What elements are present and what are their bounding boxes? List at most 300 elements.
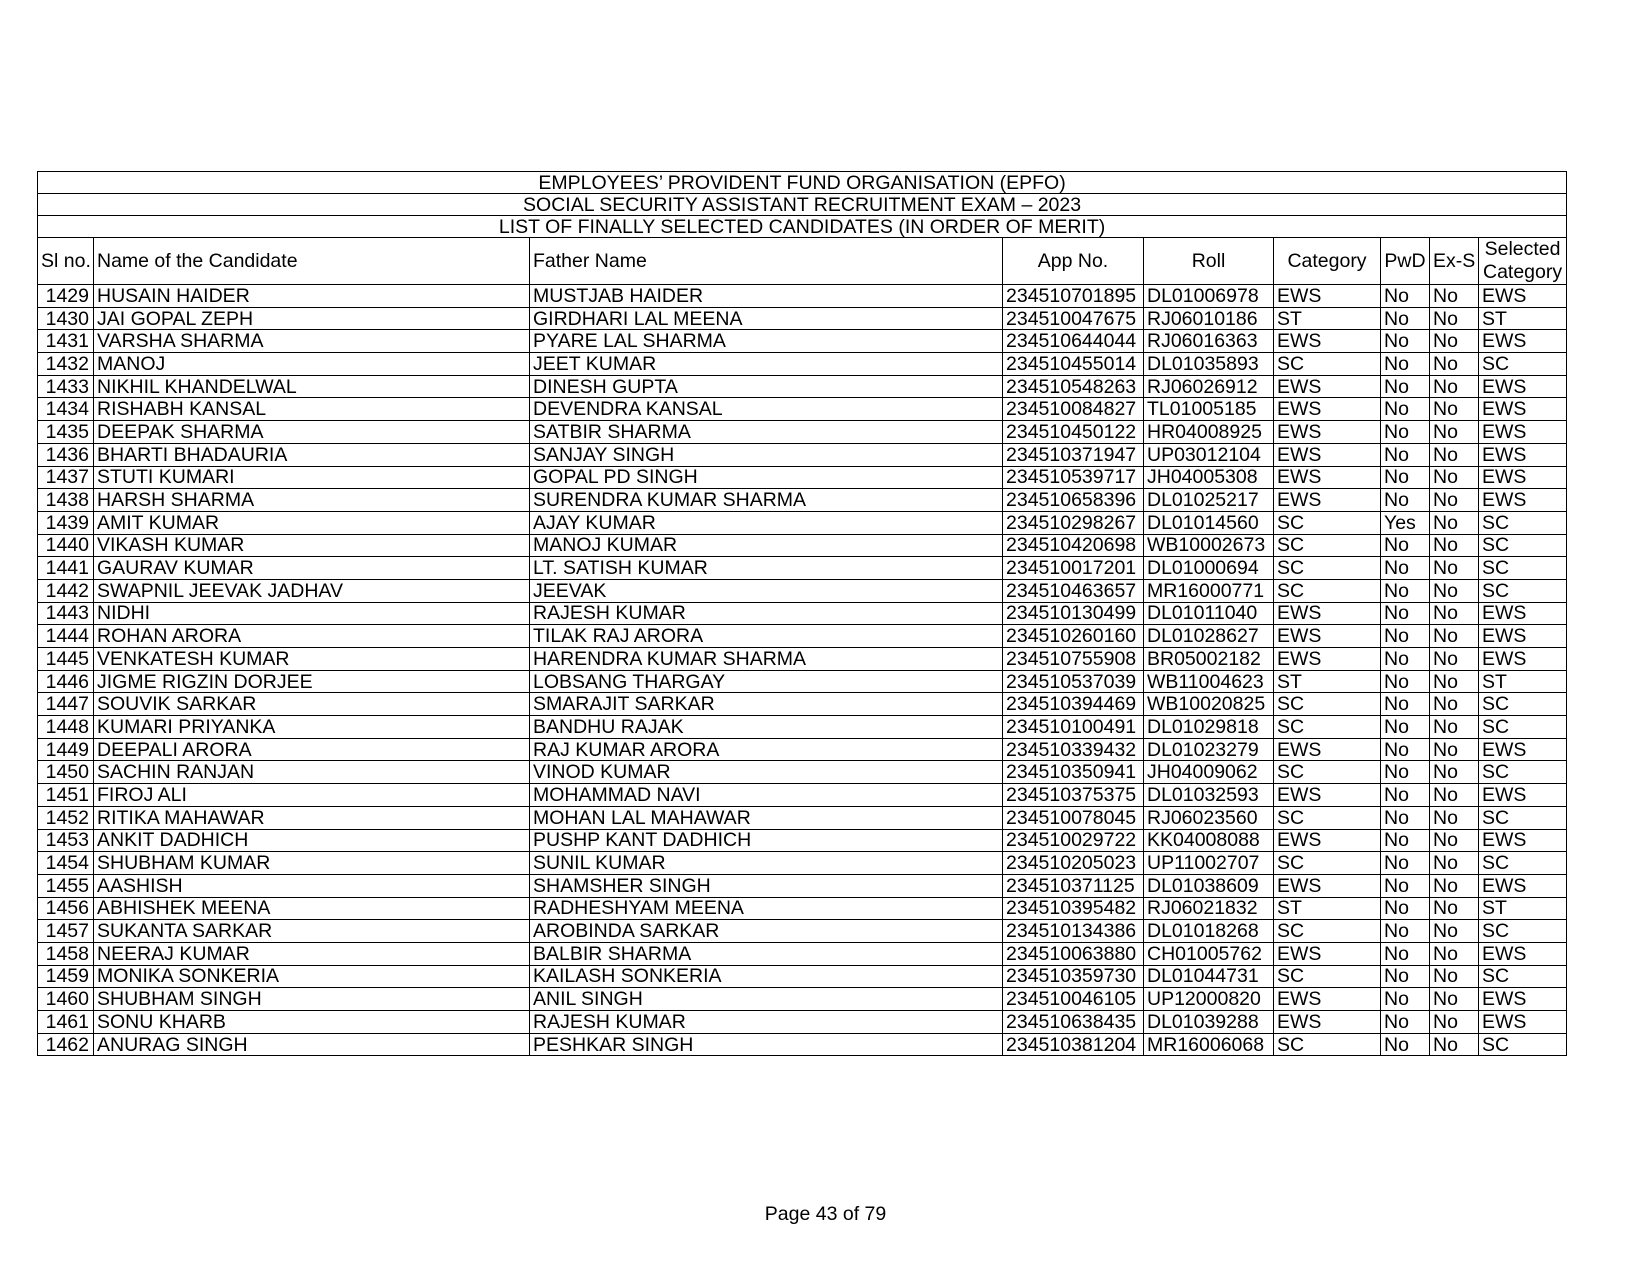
pwd-status-cell: No [1381,920,1430,943]
candidate-name-cell: HARSH SHARMA [94,489,530,512]
roll-number-cell: RJ06021832 [1144,897,1274,920]
selected-category-cell: EWS [1479,285,1567,308]
table-row [38,693,1567,716]
serial-number-cell: 1441 [38,557,94,580]
ex-servicemen-status-cell: No [1430,761,1479,784]
app-number-cell: 234510134386 [1003,920,1144,943]
candidate-name-cell: MONIKA SONKERIA [94,965,530,988]
table-row [38,874,1567,897]
father-name-cell: RAJ KUMAR ARORA [530,738,1003,761]
app-number-cell: 234510339432 [1003,738,1144,761]
serial-number-cell: 1453 [38,829,94,852]
app-number-cell: 234510548263 [1003,375,1144,398]
ex-servicemen-status-cell: No [1430,307,1479,330]
pwd-status-cell: No [1381,307,1430,330]
selected-category-cell: EWS [1479,829,1567,852]
pwd-status-cell: No [1381,806,1430,829]
roll-number-cell: MR16006068 [1144,1033,1274,1056]
selected-category-cell: SC [1479,1033,1567,1056]
col-header-father-name: Father Name [530,238,1003,285]
pwd-status-cell: No [1381,285,1430,308]
serial-number-cell: 1442 [38,579,94,602]
app-number-cell: 234510755908 [1003,648,1144,671]
candidate-name-cell: ANURAG SINGH [94,1033,530,1056]
ex-servicemen-status-cell: No [1430,421,1479,444]
father-name-cell: VINOD KUMAR [530,761,1003,784]
category-cell: EWS [1274,330,1381,353]
app-number-cell: 234510420698 [1003,534,1144,557]
table-row [38,353,1567,376]
pwd-status-cell: No [1381,829,1430,852]
table-row [38,625,1567,648]
ex-servicemen-status-cell: No [1430,897,1479,920]
roll-number-cell: TL01005185 [1144,398,1274,421]
serial-number-cell: 1448 [38,716,94,739]
ex-servicemen-status-cell: No [1430,285,1479,308]
ex-servicemen-status-cell: No [1430,852,1479,875]
serial-number-cell: 1431 [38,330,94,353]
pwd-status-cell: No [1381,761,1430,784]
page-number: Page 43 of 79 [764,1203,887,1225]
pwd-status-cell: No [1381,489,1430,512]
app-number-cell: 234510539717 [1003,466,1144,489]
candidate-name-cell: ROHAN ARORA [94,625,530,648]
table-row [38,852,1567,875]
category-cell: SC [1274,852,1381,875]
table-row [38,602,1567,625]
selected-category-cell: EWS [1479,489,1567,512]
serial-number-cell: 1449 [38,738,94,761]
pwd-status-cell: No [1381,716,1430,739]
table-row [38,375,1567,398]
col-header-ex-s: Ex-S [1430,238,1479,285]
app-number-cell: 234510450122 [1003,421,1144,444]
roll-number-cell: WB10020825 [1144,693,1274,716]
candidate-name-cell: STUTI KUMARI [94,466,530,489]
ex-servicemen-status-cell: No [1430,829,1479,852]
category-cell: EWS [1274,988,1381,1011]
category-cell: SC [1274,511,1381,534]
roll-number-cell: DL01006978 [1144,285,1274,308]
selected-category-cell: SC [1479,852,1567,875]
selected-category-cell: SC [1479,693,1567,716]
selected-category-cell: EWS [1479,648,1567,671]
selected-category-cell: EWS [1479,738,1567,761]
pwd-status-cell: No [1381,579,1430,602]
category-cell: EWS [1274,602,1381,625]
father-name-cell: KAILASH SONKERIA [530,965,1003,988]
ex-servicemen-status-cell: No [1430,625,1479,648]
app-number-cell: 234510029722 [1003,829,1144,852]
selected-category-cell: SC [1479,579,1567,602]
category-cell: EWS [1274,829,1381,852]
app-number-cell: 234510463657 [1003,579,1144,602]
selected-category-cell: EWS [1479,988,1567,1011]
table-row [38,307,1567,330]
table-row [38,806,1567,829]
serial-number-cell: 1445 [38,648,94,671]
roll-number-cell: MR16000771 [1144,579,1274,602]
candidate-name-cell: AASHISH [94,874,530,897]
father-name-cell: SURENDRA KUMAR SHARMA [530,489,1003,512]
pwd-status-cell: No [1381,784,1430,807]
ex-servicemen-status-cell: No [1430,1033,1479,1056]
category-cell: EWS [1274,398,1381,421]
father-name-cell: MOHAMMAD NAVI [530,784,1003,807]
roll-number-cell: DL01018268 [1144,920,1274,943]
pwd-status-cell: No [1381,670,1430,693]
serial-number-cell: 1459 [38,965,94,988]
ex-servicemen-status-cell: No [1430,670,1479,693]
serial-number-cell: 1434 [38,398,94,421]
father-name-cell: PYARE LAL SHARMA [530,330,1003,353]
pwd-status-cell: No [1381,602,1430,625]
category-cell: SC [1274,579,1381,602]
app-number-cell: 234510205023 [1003,852,1144,875]
serial-number-cell: 1455 [38,874,94,897]
table-row [38,648,1567,671]
candidate-name-cell: VIKASH KUMAR [94,534,530,557]
roll-number-cell: DL01028627 [1144,625,1274,648]
selected-category-cell: SC [1479,557,1567,580]
candidate-name-cell: SACHIN RANJAN [94,761,530,784]
app-number-cell: 234510298267 [1003,511,1144,534]
app-number-cell: 234510046105 [1003,988,1144,1011]
table-row [38,829,1567,852]
pwd-status-cell: No [1381,693,1430,716]
pwd-status-cell: No [1381,965,1430,988]
org-title: EMPLOYEES’ PROVIDENT FUND ORGANISATION (EPFO) [38,172,1567,194]
pwd-status-cell: No [1381,421,1430,444]
table-row [38,716,1567,739]
ex-servicemen-status-cell: No [1430,398,1479,421]
app-number-cell: 234510371125 [1003,874,1144,897]
ex-servicemen-status-cell: No [1430,648,1479,671]
ex-servicemen-status-cell: No [1430,965,1479,988]
ex-servicemen-status-cell: No [1430,602,1479,625]
pwd-status-cell: No [1381,1033,1430,1056]
selected-category-cell: EWS [1479,375,1567,398]
category-cell: EWS [1274,784,1381,807]
candidate-name-cell: HUSAIN HAIDER [94,285,530,308]
selected-category-cell: EWS [1479,625,1567,648]
father-name-cell: SMARAJIT SARKAR [530,693,1003,716]
roll-number-cell: DL01011040 [1144,602,1274,625]
candidate-name-cell: SWAPNIL JEEVAK JADHAV [94,579,530,602]
ex-servicemen-status-cell: No [1430,534,1479,557]
roll-number-cell: RJ06016363 [1144,330,1274,353]
list-title: LIST OF FINALLY SELECTED CANDIDATES (IN ORDER OF MERIT) [38,216,1567,238]
father-name-cell: RAJESH KUMAR [530,1011,1003,1034]
father-name-cell: MUSTJAB HAIDER [530,285,1003,308]
serial-number-cell: 1460 [38,988,94,1011]
father-name-cell: LOBSANG THARGAY [530,670,1003,693]
roll-number-cell: JH04009062 [1144,761,1274,784]
category-cell: EWS [1274,285,1381,308]
app-number-cell: 234510017201 [1003,557,1144,580]
app-number-cell: 234510381204 [1003,1033,1144,1056]
father-name-cell: PESHKAR SINGH [530,1033,1003,1056]
category-cell: SC [1274,534,1381,557]
ex-servicemen-status-cell: No [1430,579,1479,602]
father-name-cell: SATBIR SHARMA [530,421,1003,444]
category-cell: SC [1274,716,1381,739]
father-name-cell: GOPAL PD SINGH [530,466,1003,489]
candidate-name-cell: GAURAV KUMAR [94,557,530,580]
ex-servicemen-status-cell: No [1430,443,1479,466]
app-number-cell: 234510047675 [1003,307,1144,330]
candidate-name-cell: DEEPAK SHARMA [94,421,530,444]
pwd-status-cell: No [1381,375,1430,398]
category-cell: SC [1274,1033,1381,1056]
app-number-cell: 234510100491 [1003,716,1144,739]
col-header-sl-no: Sl no. [38,238,94,285]
father-name-cell: GIRDHARI LAL MEENA [530,307,1003,330]
selected-category-cell: SC [1479,534,1567,557]
table-row [38,988,1567,1011]
father-name-cell: MANOJ KUMAR [530,534,1003,557]
roll-number-cell: BR05002182 [1144,648,1274,671]
ex-servicemen-status-cell: No [1430,557,1479,580]
table-row [38,557,1567,580]
table-row [38,784,1567,807]
serial-number-cell: 1435 [38,421,94,444]
candidate-name-cell: SUKANTA SARKAR [94,920,530,943]
category-cell: SC [1274,806,1381,829]
selected-category-cell: EWS [1479,784,1567,807]
roll-number-cell: JH04005308 [1144,466,1274,489]
ex-servicemen-status-cell: No [1430,784,1479,807]
ex-servicemen-status-cell: No [1430,806,1479,829]
candidate-name-cell: SHUBHAM KUMAR [94,852,530,875]
ex-servicemen-status-cell: No [1430,353,1479,376]
roll-number-cell: DL01044731 [1144,965,1274,988]
candidate-name-cell: ABHISHEK MEENA [94,897,530,920]
serial-number-cell: 1454 [38,852,94,875]
table-row [38,670,1567,693]
selected-category-cell: SC [1479,761,1567,784]
selected-category-cell: ST [1479,897,1567,920]
pwd-status-cell: Yes [1381,511,1430,534]
selected-category-cell: EWS [1479,602,1567,625]
selected-category-cell: EWS [1479,874,1567,897]
pwd-status-cell: No [1381,942,1430,965]
table-row [38,511,1567,534]
father-name-cell: SHAMSHER SINGH [530,874,1003,897]
table-row [38,738,1567,761]
pwd-status-cell: No [1381,534,1430,557]
roll-number-cell: UP12000820 [1144,988,1274,1011]
selected-category-cell: ST [1479,307,1567,330]
father-name-cell: BANDHU RAJAK [530,716,1003,739]
roll-number-cell: DL01014560 [1144,511,1274,534]
selected-category-cell: EWS [1479,1011,1567,1034]
col-header-selected-category: Selected Category [1479,238,1567,285]
col-header-category: Category [1274,238,1381,285]
selected-category-cell: SC [1479,353,1567,376]
pwd-status-cell: No [1381,353,1430,376]
serial-number-cell: 1461 [38,1011,94,1034]
serial-number-cell: 1457 [38,920,94,943]
father-name-cell: TILAK RAJ ARORA [530,625,1003,648]
category-cell: SC [1274,965,1381,988]
category-cell: SC [1274,693,1381,716]
serial-number-cell: 1458 [38,942,94,965]
serial-number-cell: 1451 [38,784,94,807]
father-name-cell: DINESH GUPTA [530,375,1003,398]
app-number-cell: 234510350941 [1003,761,1144,784]
ex-servicemen-status-cell: No [1430,330,1479,353]
app-number-cell: 234510375375 [1003,784,1144,807]
pwd-status-cell: No [1381,625,1430,648]
category-cell: EWS [1274,738,1381,761]
serial-number-cell: 1430 [38,307,94,330]
table-row [38,421,1567,444]
category-cell: SC [1274,557,1381,580]
category-cell: EWS [1274,489,1381,512]
roll-number-cell: DL01035893 [1144,353,1274,376]
serial-number-cell: 1429 [38,285,94,308]
roll-number-cell: HR04008925 [1144,421,1274,444]
candidate-name-cell: NEERAJ KUMAR [94,942,530,965]
selected-category-cell: SC [1479,965,1567,988]
table-row [38,466,1567,489]
serial-number-cell: 1450 [38,761,94,784]
father-name-cell: SUNIL KUMAR [530,852,1003,875]
candidate-name-cell: SOUVIK SARKAR [94,693,530,716]
serial-number-cell: 1437 [38,466,94,489]
candidate-name-cell: KUMARI PRIYANKA [94,716,530,739]
candidate-name-cell: VENKATESH KUMAR [94,648,530,671]
selected-candidates-table [37,171,1567,1056]
pwd-status-cell: No [1381,330,1430,353]
category-cell: EWS [1274,942,1381,965]
ex-servicemen-status-cell: No [1430,942,1479,965]
father-name-cell: ANIL SINGH [530,988,1003,1011]
ex-servicemen-status-cell: No [1430,738,1479,761]
app-number-cell: 234510078045 [1003,806,1144,829]
candidate-name-cell: JIGME RIGZIN DORJEE [94,670,530,693]
selected-category-cell: ST [1479,670,1567,693]
category-cell: SC [1274,353,1381,376]
roll-number-cell: KK04008088 [1144,829,1274,852]
pwd-status-cell: No [1381,874,1430,897]
table-row [38,534,1567,557]
table-row [38,579,1567,602]
father-name-cell: SANJAY SINGH [530,443,1003,466]
table-row [38,489,1567,512]
candidate-name-cell: FIROJ ALI [94,784,530,807]
col-header-app-no: App No. [1003,238,1144,285]
candidate-name-cell: RITIKA MAHAWAR [94,806,530,829]
roll-number-cell: DL01029818 [1144,716,1274,739]
serial-number-cell: 1433 [38,375,94,398]
pwd-status-cell: No [1381,557,1430,580]
category-cell: ST [1274,307,1381,330]
ex-servicemen-status-cell: No [1430,489,1479,512]
app-number-cell: 234510455014 [1003,353,1144,376]
serial-number-cell: 1443 [38,602,94,625]
candidate-name-cell: MANOJ [94,353,530,376]
candidate-name-cell: RISHABH KANSAL [94,398,530,421]
category-cell: EWS [1274,421,1381,444]
roll-number-cell: UP03012104 [1144,443,1274,466]
table-row [38,330,1567,353]
category-cell: SC [1274,761,1381,784]
father-name-cell: AJAY KUMAR [530,511,1003,534]
pwd-status-cell: No [1381,648,1430,671]
ex-servicemen-status-cell: No [1430,874,1479,897]
candidate-name-cell: NIKHIL KHANDELWAL [94,375,530,398]
ex-servicemen-status-cell: No [1430,716,1479,739]
selected-category-cell: EWS [1479,942,1567,965]
app-number-cell: 234510130499 [1003,602,1144,625]
selected-category-cell: SC [1479,920,1567,943]
app-number-cell: 234510644044 [1003,330,1144,353]
roll-number-cell: CH01005762 [1144,942,1274,965]
table-row [38,443,1567,466]
roll-number-cell: RJ06023560 [1144,806,1274,829]
app-number-cell: 234510658396 [1003,489,1144,512]
serial-number-cell: 1436 [38,443,94,466]
selected-category-cell: SC [1479,806,1567,829]
serial-number-cell: 1440 [38,534,94,557]
ex-servicemen-status-cell: No [1430,1011,1479,1034]
father-name-cell: RAJESH KUMAR [530,602,1003,625]
serial-number-cell: 1452 [38,806,94,829]
pwd-status-cell: No [1381,466,1430,489]
table-row [38,920,1567,943]
selected-category-cell: EWS [1479,421,1567,444]
app-number-cell: 234510359730 [1003,965,1144,988]
roll-number-cell: RJ06026912 [1144,375,1274,398]
candidate-name-cell: NIDHI [94,602,530,625]
serial-number-cell: 1462 [38,1033,94,1056]
app-number-cell: 234510395482 [1003,897,1144,920]
col-header-pwd: PwD [1381,238,1430,285]
selected-category-cell: EWS [1479,443,1567,466]
serial-number-cell: 1456 [38,897,94,920]
father-name-cell: AROBINDA SARKAR [530,920,1003,943]
pwd-status-cell: No [1381,443,1430,466]
father-name-cell: BALBIR SHARMA [530,942,1003,965]
category-cell: EWS [1274,466,1381,489]
category-cell: ST [1274,670,1381,693]
table-row [38,761,1567,784]
ex-servicemen-status-cell: No [1430,920,1479,943]
table-row [38,1033,1567,1056]
table-row [38,942,1567,965]
category-cell: EWS [1274,648,1381,671]
category-cell: EWS [1274,443,1381,466]
table-row [38,1011,1567,1034]
serial-number-cell: 1444 [38,625,94,648]
candidate-name-cell: DEEPALI ARORA [94,738,530,761]
roll-number-cell: UP11002707 [1144,852,1274,875]
father-name-cell: PUSHP KANT DADHICH [530,829,1003,852]
app-number-cell: 234510537039 [1003,670,1144,693]
category-cell: EWS [1274,1011,1381,1034]
roll-number-cell: RJ06010186 [1144,307,1274,330]
category-cell: ST [1274,897,1381,920]
father-name-cell: LT. SATISH KUMAR [530,557,1003,580]
roll-number-cell: DL01000694 [1144,557,1274,580]
roll-number-cell: WB10002673 [1144,534,1274,557]
roll-number-cell: DL01023279 [1144,738,1274,761]
father-name-cell: DEVENDRA KANSAL [530,398,1003,421]
roll-number-cell: DL01038609 [1144,874,1274,897]
roll-number-cell: DL01032593 [1144,784,1274,807]
